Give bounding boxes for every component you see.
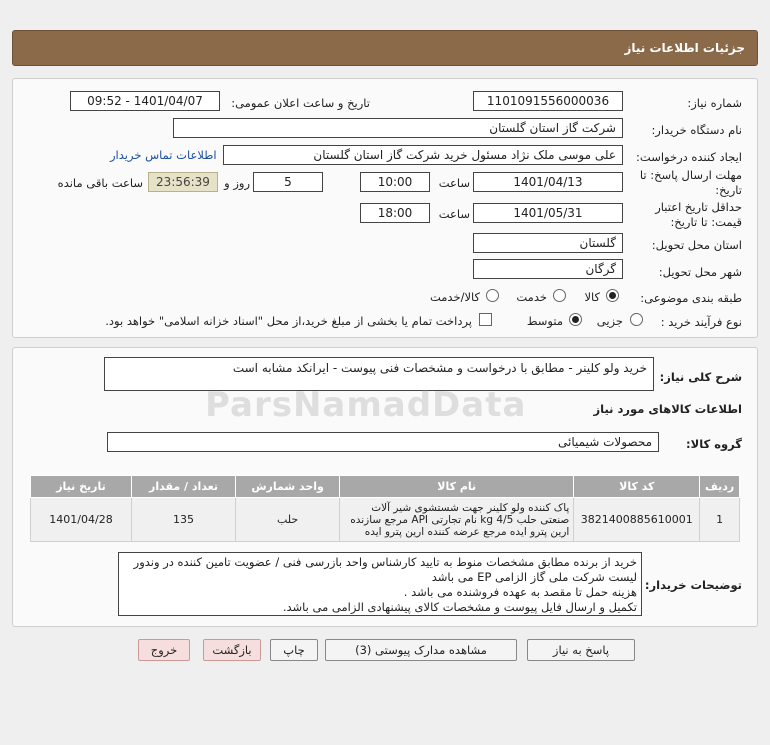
page-header — [12, 30, 758, 66]
process-option-medium: متوسط — [526, 314, 563, 328]
buyer-note-line: هزینه حمل تا مقصد به عهده فروشنده می باشد . — [403, 585, 637, 599]
cell-name: پاک کننده ولو کلینر جهت شستشوی شیر آلات صنعتی حلب 4/5 kg نام تجارتی API مرجع سازنده ارین پترو ایده مرجع عرضه کننده ارین پترو ایده — [340, 498, 574, 542]
remaining-label: ساعت باقی مانده — [57, 176, 143, 190]
payment-note: پرداخت تمام یا بخشی از مبلغ خرید،از محل "اسناد خزانه اسلامی" خواهد بود. — [105, 314, 472, 328]
requester-label: ایجاد کننده درخواست: — [636, 150, 742, 164]
category-option-goods: کالا — [584, 290, 600, 304]
validity-date-field: 1401/05/31 — [473, 203, 623, 223]
buyer-notes-field — [118, 552, 642, 616]
cell-unit: حلب — [236, 498, 340, 542]
buyer-note-line: لیست شرکت ملی گاز الزامی EP می باشد — [431, 570, 637, 584]
view-attachments-button[interactable]: مشاهده مدارک پیوستی (3) — [325, 639, 517, 661]
deadline-time-label: ساعت — [438, 176, 470, 190]
cell-code: 3821400885610001 — [574, 498, 700, 542]
exit-button[interactable]: خروج — [138, 639, 190, 661]
cell-date: 1401/04/28 — [31, 498, 132, 542]
table-row — [31, 498, 740, 542]
contact-info-link[interactable]: اطلاعات تماس خریدار — [110, 148, 217, 162]
requester-field: علی موسی ملک نژاد مسئول خرید شرکت گاز استان گلستان — [223, 145, 623, 165]
col-code: کد کالا — [574, 476, 700, 498]
remaining-time-field: 23:56:39 — [148, 172, 218, 192]
treasury-checkbox[interactable] — [479, 313, 492, 326]
city-field: گرگان — [473, 259, 623, 279]
buyer-note-line: تکمیل و ارسال فایل پیوست و مشخصات کالای پیشنهادی الزامی می باشد. — [282, 600, 637, 614]
category-radio-goods[interactable] — [606, 289, 619, 302]
page-title: جزئیات اطلاعات نیاز — [624, 41, 745, 55]
goods-group-label: گروه کالا: — [686, 437, 742, 451]
days-field: 5 — [253, 172, 323, 192]
category-radio-service[interactable] — [553, 289, 566, 302]
process-radio-medium[interactable] — [569, 313, 582, 326]
col-date: تاریخ نیاز — [31, 476, 132, 498]
reply-button[interactable]: پاسخ به نیاز — [527, 639, 635, 661]
validity-label-2: قیمت: تا تاریخ: — [670, 215, 742, 229]
buyer-note-line: خرید از برنده مطابق مشخصات منوط به تایید کارشناس واحد بازرسی فنی / عضویت تامین کننده در وندور — [133, 555, 637, 569]
need-number-field: 1101091556000036 — [473, 91, 623, 111]
process-label: نوع فرآیند خرید : — [660, 315, 742, 329]
goods-table — [30, 475, 740, 542]
category-option-goods-service: کالا/خدمت — [429, 290, 480, 304]
goods-table-header — [31, 476, 740, 498]
category-label: طبقه بندی موضوعی: — [640, 291, 742, 305]
validity-time-field: 18:00 — [360, 203, 430, 223]
col-row: ردیف — [700, 476, 740, 498]
buyer-org-label: نام دستگاه خریدار: — [651, 123, 742, 137]
summary-label: شرح کلی نیاز: — [659, 370, 742, 384]
process-radio-minor[interactable] — [630, 313, 643, 326]
cell-qty: 135 — [132, 498, 236, 542]
goods-group-field: محصولات شیمیائی — [107, 432, 659, 452]
deadline-date-field: 1401/04/13 — [473, 172, 623, 192]
col-unit: واحد شمارش — [236, 476, 340, 498]
validity-time-label: ساعت — [438, 207, 470, 221]
print-button[interactable]: چاپ — [270, 639, 318, 661]
process-option-minor: جزیی — [596, 314, 623, 328]
col-name: نام کالا — [340, 476, 574, 498]
deadline-time-field: 10:00 — [360, 172, 430, 192]
category-radio-goods-service[interactable] — [486, 289, 499, 302]
category-option-service: خدمت — [516, 290, 547, 304]
announce-field: 1401/04/07 - 09:52 — [70, 91, 220, 111]
need-number-label: شماره نیاز: — [687, 96, 742, 110]
summary-field: خرید ولو کلینر - مطابق با درخواست و مشخصات فنی پیوست - ایرانکد مشابه است — [104, 357, 654, 391]
buyer-notes-label: توضیحات خریدار: — [644, 578, 742, 592]
city-label: شهر محل تحویل: — [658, 265, 742, 279]
buyer-org-field: شرکت گاز استان گلستان — [173, 118, 623, 138]
deadline-label-2: تاریخ: — [715, 183, 742, 197]
province-label: استان محل تحویل: — [651, 238, 742, 252]
cell-row: 1 — [700, 498, 740, 542]
province-field: گلستان — [473, 233, 623, 253]
announce-label: تاریخ و ساعت اعلان عمومی: — [231, 96, 370, 110]
back-button[interactable]: بازگشت — [203, 639, 261, 661]
watermark-text: ParsNamadData — [205, 385, 527, 425]
validity-label-1: حداقل تاریخ اعتبار — [655, 200, 742, 214]
col-qty: تعداد / مقدار — [132, 476, 236, 498]
goods-section-title: اطلاعات کالاهای مورد نیاز — [593, 402, 742, 416]
deadline-label-1: مهلت ارسال پاسخ: تا — [639, 168, 742, 182]
days-label: روز و — [224, 176, 250, 190]
